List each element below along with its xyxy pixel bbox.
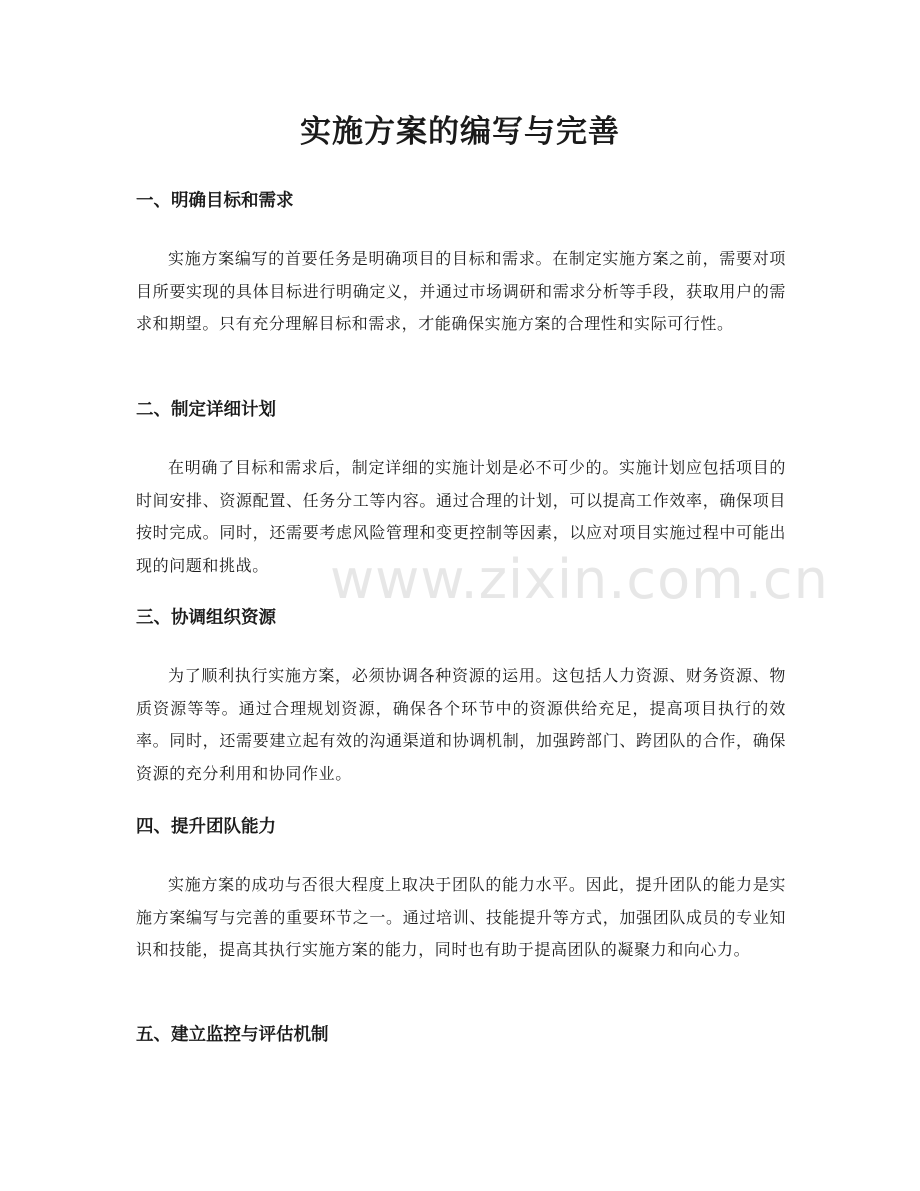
watermark: www.zixin.com.cn [330,548,829,611]
section-3 [136,604,786,790]
section-2 [136,396,786,582]
section-paragraph: 实施方案编写的首要任务是明确项目的目标和需求。在制定实施方案之前，需要对项目所要实现的具体目标进行明确定义，并通过市场调研和需求分析等手段，获取用户的需求和期望。只有充分理解目标和需求，才能确保实施方案的合理性和实际可行性。 [136,249,786,333]
section-paragraph: 在明确了目标和需求后，制定详细的实施计划是必不可少的。实施计划应包括项目的时间安排、资源配置、任务分工等内容。通过合理的计划，可以提高工作效率，确保项目按时完成。同时，还需要考虑风险管理和变更控制等因素，以应对项目实施过程中可能出现的问题和挑战。 [136,458,786,575]
section-paragraph: 为了顺利执行实施方案，必须协调各种资源的运用。这包括人力资源、财务资源、物质资源等等。通过合理规划资源，确保各个环节中的资源供给充足，提高项目执行的效率。同时，还需要建立起有效的沟通渠道和协调机制，加强跨部门、跨团队的合作，确保资源的充分利用和协同作业。 [136,666,786,783]
section-heading: 二、制定详细计划 [136,400,276,420]
section-paragraph: 实施方案的成功与否很大程度上取决于团队的能力水平。因此，提升团队的能力是实施方案编写与完善的重要环节之一。通过培训、技能提升等方式，加强团队成员的专业知识和技能，提高其执行实施方案的能力，同时也有助于提高团队的凝聚力和向心力。 [136,875,786,959]
section-4 [136,813,786,967]
section-5 [136,1021,786,1049]
section-heading: 一、明确目标和需求 [136,191,294,211]
section-1 [136,187,786,341]
section-heading: 四、提升团队能力 [136,817,276,837]
section-heading: 三、协调组织资源 [136,608,276,628]
document-title: 实施方案的编写与完善 [300,114,620,150]
section-heading: 五、建立监控与评估机制 [136,1025,329,1045]
